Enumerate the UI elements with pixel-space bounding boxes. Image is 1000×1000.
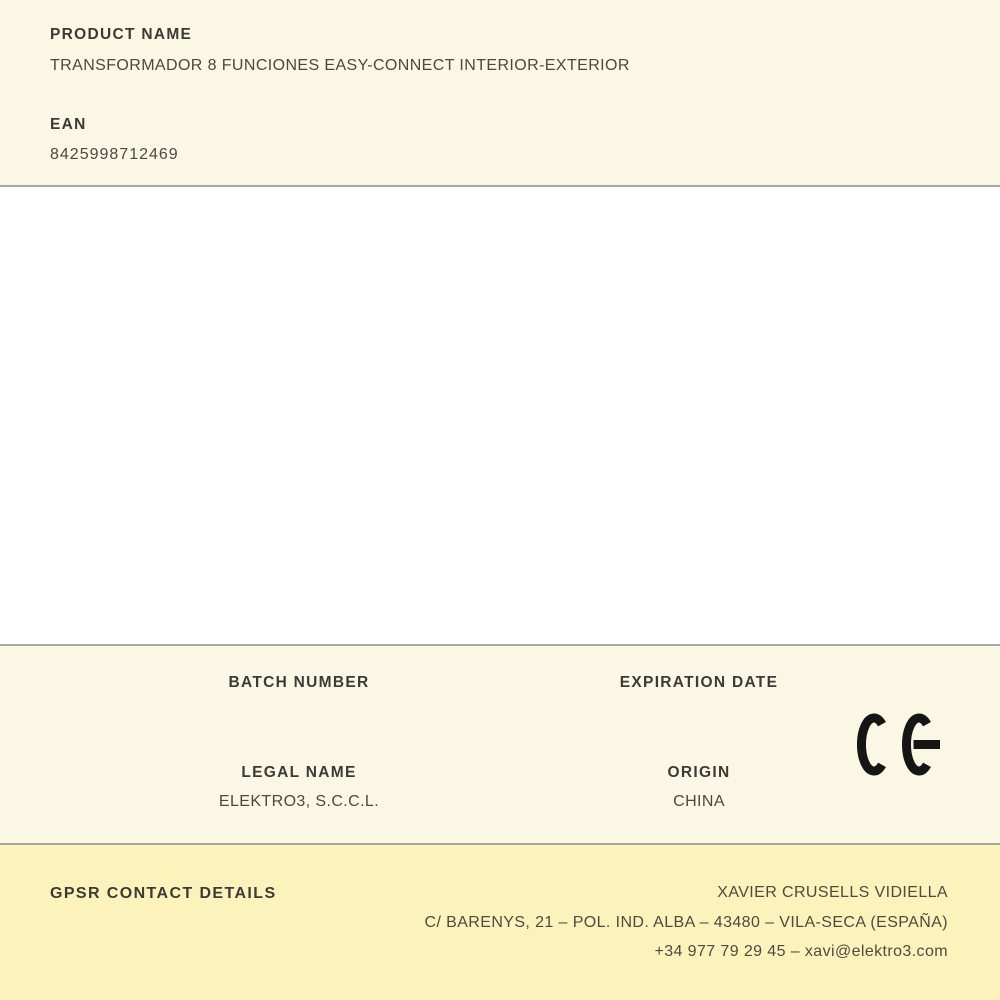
gpsr-contact-section	[0, 845, 1000, 1000]
ean-field	[50, 116, 179, 164]
batch-expiration-row	[99, 674, 899, 692]
legal-name-label: LEGAL NAME	[241, 764, 357, 781]
batch-number-field	[99, 674, 499, 692]
batch-number-label: BATCH NUMBER	[228, 674, 370, 691]
ean-label: EAN	[50, 116, 87, 133]
product-name-label: PRODUCT NAME	[50, 26, 193, 43]
gpsr-contact-label: GPSR CONTACT DETAILS	[50, 885, 277, 902]
product-image-area	[0, 187, 1000, 646]
expiration-date-field	[499, 674, 899, 692]
product-header-section	[0, 0, 1000, 187]
ean-value: 8425998712469	[50, 146, 179, 163]
gpsr-contact-block	[425, 884, 949, 973]
legal-name-field	[99, 764, 499, 811]
legal-origin-row	[99, 764, 899, 811]
legal-name-value: ELEKTRO3, S.C.C.L.	[218, 793, 380, 810]
contact-phone-email: +34 977 79 29 45 – xavi@elektro3.com	[654, 943, 948, 960]
product-details-section	[0, 646, 1000, 845]
product-name-field	[50, 26, 630, 75]
origin-field	[499, 764, 899, 811]
origin-value: CHINA	[673, 793, 725, 810]
contact-address: C/ BARENYS, 21 – POL. IND. ALBA – 43480 – VILA-SECA (ESPAÑA)	[424, 913, 948, 931]
ce-mark-icon	[857, 713, 943, 776]
contact-name: XAVIER CRUSELLS VIDIELLA	[717, 884, 948, 901]
origin-label: ORIGIN	[667, 764, 731, 781]
product-name-value: TRANSFORMADOR 8 FUNCIONES EASY-CONNECT INTERIOR-EXTERIOR	[50, 57, 630, 74]
expiration-date-label: EXPIRATION DATE	[619, 674, 779, 691]
